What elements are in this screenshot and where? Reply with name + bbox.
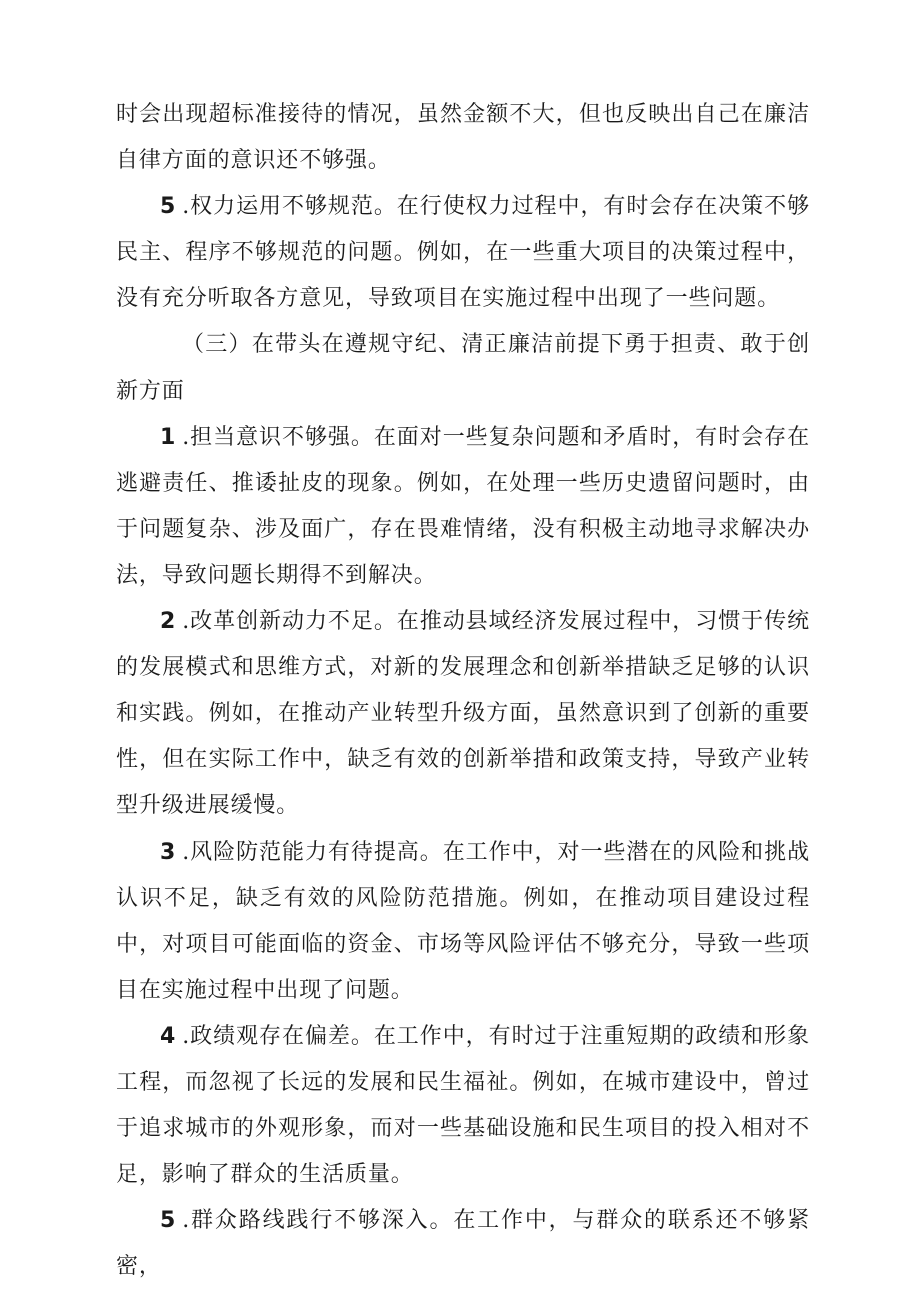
- item-number: 3: [160, 839, 177, 865]
- paragraph-text: .改革创新动力不足。在推动县域经济发展过程中，习惯于传统的发展模式和思维方式，对新的发展理念和创新举措缺乏足够的认识和实践。例如，在推动产业转型升级方面，虽然意识到了创新的重要性，但在实际工作中，缺乏有效的创新举措和政策支持，导致产业转型升级进展缓慢。: [116, 609, 810, 819]
- heading-text: （三）在带头在遵规守纪、清正廉洁前提下勇于担责、敢于创新方面: [116, 332, 810, 404]
- paragraph-text: .政绩观存在偏差。在工作中，有时过于注重短期的政绩和形象工程，而忽视了长远的发展和民生福祉。例如，在城市建设中，曾过于追求城市的外观形象，而对一些基础设施和民生项目的投入相对不足，影响了群众的生活质量。: [116, 1023, 810, 1188]
- paragraph-continuation: [116, 92, 810, 184]
- list-item: [116, 184, 810, 322]
- paragraph-text: .担当意识不够强。在面对一些复杂问题和矛盾时，有时会存在逃避责任、推诿扯皮的现象。例如，在处理一些历史遗留问题时，由于问题复杂、涉及面广，存在畏难情绪，没有积极主动地寻求解决办法，导致问题长期得不到解决。: [116, 424, 810, 588]
- list-item: [116, 415, 810, 599]
- list-item: [116, 830, 810, 1014]
- item-number: 2: [160, 609, 177, 635]
- item-number: 4: [160, 1023, 177, 1049]
- paragraph-text: .权力运用不够规范。在行使权力过程中，有时会存在决策不够民主、程序不够规范的问题。例如，在一些重大项目的决策过程中，没有充分听取各方意见，导致项目在实施过程中出现了一些问题。: [116, 194, 810, 312]
- paragraph-text: 时会出现超标准接待的情况，虽然金额不大，但也反映出自己在廉洁自律方面的意识还不够强。: [116, 102, 810, 174]
- list-item: [116, 599, 810, 829]
- document-body: [116, 92, 810, 1290]
- item-number: 1: [160, 424, 177, 450]
- list-item: [116, 1014, 810, 1198]
- paragraph-text: .群众路线践行不够深入。在工作中，与群众的联系还不够紧密，: [116, 1208, 810, 1280]
- list-item: [116, 1198, 810, 1290]
- item-number: 5: [160, 194, 177, 220]
- paragraph-text: .风险防范能力有待提高。在工作中，对一些潜在的风险和挑战认识不足，缺乏有效的风险防范措施。例如，在推动项目建设过程中，对项目可能面临的资金、市场等风险评估不够充分，导致一些项目在实施过程中出现了问题。: [116, 839, 810, 1003]
- item-number: 5: [160, 1208, 177, 1234]
- section-heading: [116, 322, 810, 414]
